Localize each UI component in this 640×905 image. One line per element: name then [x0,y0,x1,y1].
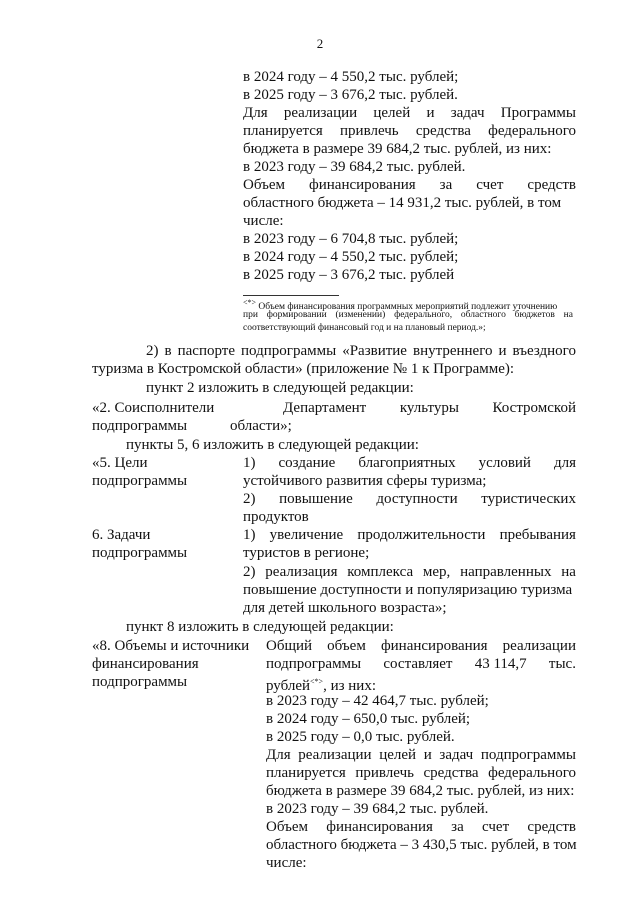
item8-instruction: пункт 8 изложить в следующей редакции: [126,619,394,635]
funding-2024-line: в 2024 году – 4 550,2 тыс. рублей; [243,69,459,85]
word: создание [278,455,336,471]
word: 1) [243,527,256,543]
footnote-line-3: соответствующий финансовый год и на плановый период.»; [243,323,486,333]
word: на [563,310,573,320]
word: благоприятных [358,455,456,471]
word: подпрограммы [266,656,362,672]
word: (изменении) [335,310,386,320]
row8-2024-line: в 2024 году – 650,0 тыс. рублей; [266,711,471,727]
regional-including-line: числе: [243,213,284,229]
word: Объем [266,819,308,835]
word: 2) [146,343,159,359]
word: привлечь [355,765,414,781]
word: паспорте [177,343,236,359]
federal-amount-line: бюджета в размере 39 684,2 тыс. рублей, из них: [243,141,552,157]
word: 43 114,7 [474,656,527,672]
federal-intro-line [243,104,576,122]
word: увеличение [269,527,344,543]
row8-regional-intro-line [266,818,576,836]
word: федерального, [394,310,453,320]
word: Для [243,105,268,121]
word: областного [460,310,506,320]
word: целей [373,105,411,121]
word: объем [327,638,366,654]
row2-label-1: «2. Соисполнители [92,400,215,416]
row8-2025-line: в 2025 году – 0,0 тыс. рублей. [266,729,455,745]
page-number: 2 [316,36,324,51]
row8-label-3: подпрограммы [92,674,188,690]
word: реализации [502,638,576,654]
word: средства [423,765,479,781]
word: на [561,564,576,580]
word: при [243,310,258,320]
word: Объем [243,177,285,193]
row8-label-2: финансирования [92,656,199,672]
row8-total-line-2 [266,655,576,673]
word: направленных [460,564,552,580]
row6-task2-line-1 [243,563,576,581]
item2-instruction: пункт 2 изложить в следующей редакции: [146,380,414,396]
word: средства [415,123,471,139]
regional-intro-line [243,176,576,194]
word: за [451,819,464,835]
word: продолжительности [357,527,486,543]
word: средств [527,177,576,193]
word: реализации [283,105,358,121]
word: планируется [266,765,346,781]
word: финансирования [380,638,488,654]
word: средств [527,819,576,835]
subprogram-title-line: туризма в Костромской области» (приложение № 1 к Программе): [92,361,515,377]
word: туристических [481,491,576,507]
federal-2023-line: в 2023 году – 39 684,2 тыс. рублей. [243,159,466,175]
row8-of-them: , из них: [323,678,377,694]
row8-federal-plan-line [266,764,576,782]
row2-label-2: подпрограммы [92,418,188,434]
word: задач [439,747,474,763]
word: счет [476,177,504,193]
footnote-mark: <*> [243,298,257,307]
word: в [164,343,172,359]
row2-value-1 [283,399,576,417]
word: формировании [266,310,327,320]
row2-value-2: области»; [230,418,292,434]
word: за [439,177,453,193]
word: составляет [383,656,453,672]
word: подпрограммы [480,747,576,763]
row5-label-1: «5. Цели [92,455,148,471]
word: подпрограммы [241,343,337,359]
funding-2025-line: в 2025 году – 3 676,2 тыс. рублей. [243,87,458,103]
row8-regional-amount-line: областного бюджета – 3 430,5 тыс. рублей, в том [266,837,577,853]
word: мер, [422,564,451,580]
word: комплекса [347,564,414,580]
row8-regional-including-line: числе: [266,855,307,871]
row6-task2-line-3: для детей школьного возраста»; [243,600,447,616]
word: и [426,105,435,121]
word: для [553,455,576,471]
word: задач [450,105,485,121]
footnote-text-1: Объем финансирования программных мероприятий подлежит уточнению [258,302,558,313]
row6-task1-line-2: туристов в регионе; [243,545,370,561]
row8-federal-amount-line: бюджета в размере 39 684,2 тыс. рублей, из них: [266,783,575,799]
word: Костромской [492,400,576,416]
row8-total-line-1 [266,637,576,655]
word: привлечь [340,123,399,139]
word: Программы [500,105,576,121]
word: федерального [488,123,576,139]
word: внутреннего [412,343,493,359]
word: пребывания [499,527,576,543]
word: счет [482,819,510,835]
regional-amount-line: областного бюджета – 14 931,2 тыс. рублей, в том [243,195,562,211]
row6-task2-line-2: повышение доступности и популяризацию туризма [243,582,573,598]
word: реализация [265,564,338,580]
row6-label-2: подпрограммы [92,545,188,561]
word: планируется [243,123,323,139]
word: 1) [243,455,256,471]
footnote-line-2 [243,309,573,322]
row8-federal-intro-line [266,746,576,764]
row8-label-1: «8. Объемы и источники [92,638,250,654]
word: и [423,747,432,763]
row5-goal2-line-2: продуктов [243,509,309,525]
row5-goal1-line-1 [243,454,576,472]
word: и [498,343,507,359]
word: повышение [279,491,353,507]
regional-2024-line: в 2024 году – 4 550,2 тыс. рублей; [243,249,459,265]
word: финансирования [309,177,416,193]
row6-task1-line-1 [243,526,576,544]
word: Департамент [283,400,367,416]
regional-2025-line: в 2025 году – 3 676,2 тыс. рублей [243,267,455,283]
row8-footnote-mark: <*> [310,677,324,686]
word: бюджетов [514,310,555,320]
word: Для [266,747,291,763]
word: «Развитие [342,343,407,359]
subprogram-passport-line [146,342,576,360]
word: финансирования [326,819,433,835]
word: 2) [243,564,256,580]
row6-label-1: 6. Задачи [92,527,151,543]
word: въездного [512,343,576,359]
items56-instruction: пункты 5, 6 изложить в следующей редакции: [126,437,419,453]
word: 2) [243,491,256,507]
row8-rubles: рублей [266,678,311,694]
row5-goal2-line-1 [243,490,576,508]
word: культуры [399,400,459,416]
federal-plan-line [243,122,576,140]
word: реализации [298,747,372,763]
row8-2023-line: в 2023 году – 42 464,7 тыс. рублей; [266,693,489,709]
word: Общий [266,638,313,654]
row5-goal1-line-2: устойчивого развития сферы туризма; [243,473,487,489]
word: доступности [376,491,458,507]
word: тыс. [548,656,576,672]
row8-federal-2023-line: в 2023 году – 39 684,2 тыс. рублей. [266,801,489,817]
row5-label-2: подпрограммы [92,473,188,489]
word: условий [478,455,531,471]
word: федерального [488,765,576,781]
regional-2023-line: в 2023 году – 6 704,8 тыс. рублей; [243,231,459,247]
word: целей [379,747,417,763]
